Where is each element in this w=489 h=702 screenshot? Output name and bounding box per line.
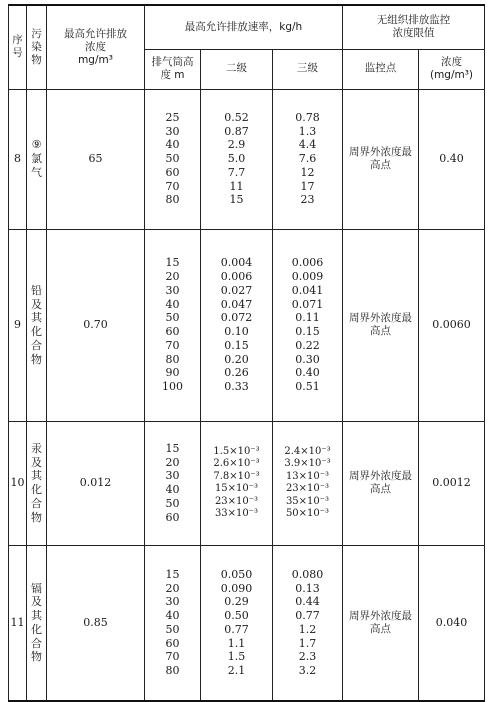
row-max-conc: 0.85: [47, 545, 145, 701]
row-pollutant: [27, 421, 47, 545]
row-heights: [145, 89, 201, 229]
pollutant-char: 合: [31, 636, 42, 650]
pollutant-char: 其: [31, 609, 42, 622]
row-limit: 0.040: [419, 545, 485, 701]
pollutant-char: 其: [31, 469, 42, 483]
header-seq-label: 序号: [12, 34, 23, 60]
header-seq: [9, 5, 27, 89]
pollutant-char: 化: [31, 325, 42, 338]
grade3-value: 23: [300, 193, 315, 207]
grade3-value: 50×10⁻³: [285, 508, 330, 519]
row-grade2: [201, 545, 273, 701]
pollutant-char: 及: [31, 595, 42, 609]
header-monitor-point: 监控点: [343, 49, 419, 89]
height-value: 30: [165, 595, 180, 609]
row-grade2: [201, 421, 273, 545]
grade2-value: 1.5×10⁻³: [213, 445, 260, 457]
pollutant-char: 氯: [31, 152, 42, 166]
pollutant-char: 及: [31, 455, 42, 469]
grade3-value: 0.40: [295, 366, 320, 380]
grade2-value: 0.10: [224, 325, 249, 338]
pollutant-char: 物: [31, 352, 42, 366]
row-seq: 8: [9, 89, 27, 229]
grade3-value: 35×10⁻³: [285, 495, 330, 507]
height-value: 60: [165, 510, 180, 524]
height-value: 15: [165, 256, 180, 270]
grade3-value: 1.2: [298, 622, 317, 636]
grade2-value: 2.9: [227, 138, 246, 152]
pollutant-char: 物: [31, 510, 42, 524]
grade2-value: 0.047: [220, 297, 253, 311]
pollutant-char: 汞: [31, 441, 42, 455]
grade2-value: 0.87: [224, 124, 249, 138]
table-row: [9, 229, 485, 421]
grade3-value: 0.080: [291, 567, 324, 581]
height-value: 40: [165, 483, 180, 496]
grade2-value: 1.1: [227, 636, 246, 650]
row-max-conc: 0.70: [47, 229, 145, 421]
grade3-value: 0.51: [295, 380, 320, 393]
row-heights: [145, 229, 201, 421]
row-monitor-point: [343, 421, 419, 545]
row-seq: 10: [9, 421, 27, 545]
grade3-value: 1.3: [298, 124, 317, 138]
row-max-conc: 65: [47, 89, 145, 229]
grade2-value: 7.8×10⁻³: [213, 470, 260, 482]
pollutant-char: 化: [31, 483, 42, 496]
header-fugitive-label: 无组织排放监控浓度限值: [376, 14, 451, 40]
height-value: 40: [165, 138, 180, 152]
height-value: 20: [165, 270, 180, 283]
grade2-value: 0.33: [224, 380, 249, 393]
table-row: [9, 421, 485, 545]
grade3-value: 0.22: [295, 338, 320, 352]
pollutant-char: 及: [31, 297, 42, 311]
row-limit: 0.40: [419, 89, 485, 229]
grade2-value: 23×10⁻³: [214, 495, 259, 507]
grade3-value: 2.4×10⁻³: [284, 445, 331, 457]
pollutant-char: 气: [31, 165, 42, 179]
height-value: 80: [165, 664, 180, 677]
pollutant-char: 物: [31, 650, 42, 664]
grade2-value: 0.15: [224, 338, 249, 352]
grade2-value: 0.050: [220, 567, 253, 581]
monitor-text: 周界外浓度最高点: [349, 469, 412, 495]
row-grade2: [201, 229, 273, 421]
header-fugitive-group: [343, 5, 485, 49]
grade2-value: 0.006: [220, 270, 253, 283]
grade3-value: 0.78: [295, 110, 320, 124]
grade3-value: 0.041: [291, 283, 324, 297]
height-value: 60: [165, 325, 180, 338]
pollutant-char: 其: [31, 311, 42, 325]
grade3-value: 23×10⁻³: [285, 483, 330, 494]
grade3-value: 0.44: [295, 595, 320, 609]
pollutant-char: 镉: [31, 581, 42, 595]
row-grade3: [273, 421, 343, 545]
height-value: 30: [165, 124, 180, 138]
row-pollutant: [27, 545, 47, 701]
grade2-value: 0.26: [224, 366, 249, 380]
grade3-value: 0.11: [295, 311, 320, 325]
grade2-value: 15×10⁻³: [214, 483, 259, 494]
grade2-value: 15: [229, 193, 244, 207]
grade3-value: 0.13: [295, 581, 320, 595]
height-value: 70: [165, 650, 180, 664]
pollutant-char: 合: [31, 496, 42, 510]
row-monitor-point: [343, 545, 419, 701]
grade3-value: 17: [300, 179, 315, 193]
grade3-value: 0.30: [295, 352, 320, 366]
height-value: 50: [165, 622, 180, 636]
pollutant-char: 化: [31, 622, 42, 636]
grade2-value: 0.072: [220, 311, 253, 325]
height-value: 15: [165, 567, 180, 581]
grade2-value: 0.090: [220, 581, 253, 595]
height-value: 60: [165, 165, 180, 179]
grade3-value: 0.009: [291, 270, 324, 283]
table-row: [9, 545, 485, 701]
pollutant-char: 铅: [31, 283, 42, 297]
height-value: 50: [165, 311, 180, 325]
header-max-concentration: [47, 5, 145, 89]
height-value: 40: [165, 609, 180, 622]
height-value: 30: [165, 469, 180, 483]
row-grade2: [201, 89, 273, 229]
row-limit: 0.0060: [419, 229, 485, 421]
grade2-value: 0.50: [224, 609, 249, 622]
grade3-value: 12: [300, 165, 315, 179]
header-pollutant-label: 污染物: [31, 27, 42, 66]
header-conc-unit: (mg/m³): [429, 69, 474, 81]
height-value: 70: [165, 179, 180, 193]
grade2-value: 5.0: [227, 152, 246, 166]
row-monitor-point: [343, 89, 419, 229]
monitor-text: 周界外浓度最高点: [349, 311, 412, 337]
grade3-value: 0.006: [291, 256, 324, 270]
pollutant-char: 合: [31, 338, 42, 352]
height-value: 40: [165, 297, 180, 311]
header-grade2: 二级: [201, 49, 273, 89]
row-pollutant: [27, 229, 47, 421]
height-value: 50: [165, 152, 180, 166]
header-conc-label: 浓度: [441, 55, 462, 68]
pollutant-char: ⑨: [31, 138, 42, 152]
grade3-value: 4.4: [298, 138, 317, 152]
height-value: 25: [165, 110, 180, 124]
grade2-value: 33×10⁻³: [214, 508, 259, 519]
row-heights: [145, 421, 201, 545]
grade2-value: 0.77: [224, 622, 249, 636]
grade2-value: 2.1: [227, 664, 246, 677]
header-max-conc-unit: mg/m³: [78, 53, 113, 66]
height-value: 70: [165, 338, 180, 352]
height-value: 90: [165, 366, 180, 380]
grade3-value: 3.2: [298, 664, 317, 677]
grade2-value: 2.6×10⁻³: [213, 458, 260, 469]
grade2-value: 0.027: [220, 283, 253, 297]
grade3-value: 3.9×10⁻³: [284, 458, 331, 469]
grade2-value: 0.20: [224, 352, 249, 366]
row-seq: 11: [9, 545, 27, 701]
grade3-value: 0.15: [295, 325, 320, 338]
header-grade3: 三级: [273, 49, 343, 89]
row-grade3: [273, 229, 343, 421]
grade2-value: 0.29: [224, 595, 249, 609]
monitor-text: 周界外浓度最高点: [349, 609, 412, 635]
grade3-value: 0.071: [291, 297, 324, 311]
header-concentration: [419, 49, 485, 89]
height-value: 20: [165, 455, 180, 469]
grade2-value: 0.004: [220, 256, 253, 270]
height-value: 50: [165, 496, 180, 510]
header-rate-group: 最高允许排放速率，kg/h: [145, 5, 343, 49]
emission-standard-table: [8, 4, 485, 702]
height-value: 100: [162, 380, 183, 393]
grade3-value: 7.6: [298, 152, 317, 166]
height-value: 80: [165, 193, 180, 207]
grade2-value: 0.52: [224, 110, 249, 124]
height-value: 60: [165, 636, 180, 650]
height-value: 30: [165, 283, 180, 297]
row-grade3: [273, 89, 343, 229]
monitor-text: 周界外浓度最高点: [349, 145, 412, 171]
header-pollutant: [27, 5, 47, 89]
grade2-value: 1.5: [227, 650, 246, 664]
grade3-value: 0.77: [295, 609, 320, 622]
row-pollutant: [27, 89, 47, 229]
height-value: 80: [165, 352, 180, 366]
grade2-value: 7.7: [227, 165, 246, 179]
height-value: 15: [165, 441, 180, 455]
height-value: 20: [165, 581, 180, 595]
row-heights: [145, 545, 201, 701]
row-max-conc: 0.012: [47, 421, 145, 545]
grade3-value: 13×10⁻³: [285, 470, 330, 482]
row-limit: 0.0012: [419, 421, 485, 545]
header-stack-height: 排气筒高度 m: [145, 49, 201, 89]
grade2-value: 11: [229, 179, 244, 193]
grade3-value: 2.3: [298, 650, 317, 664]
grade3-value: 1.7: [298, 636, 317, 650]
header-max-conc-label: 最高允许排放浓度: [64, 27, 127, 53]
row-grade3: [273, 545, 343, 701]
table-row: [9, 89, 485, 229]
row-seq: 9: [9, 229, 27, 421]
row-monitor-point: [343, 229, 419, 421]
